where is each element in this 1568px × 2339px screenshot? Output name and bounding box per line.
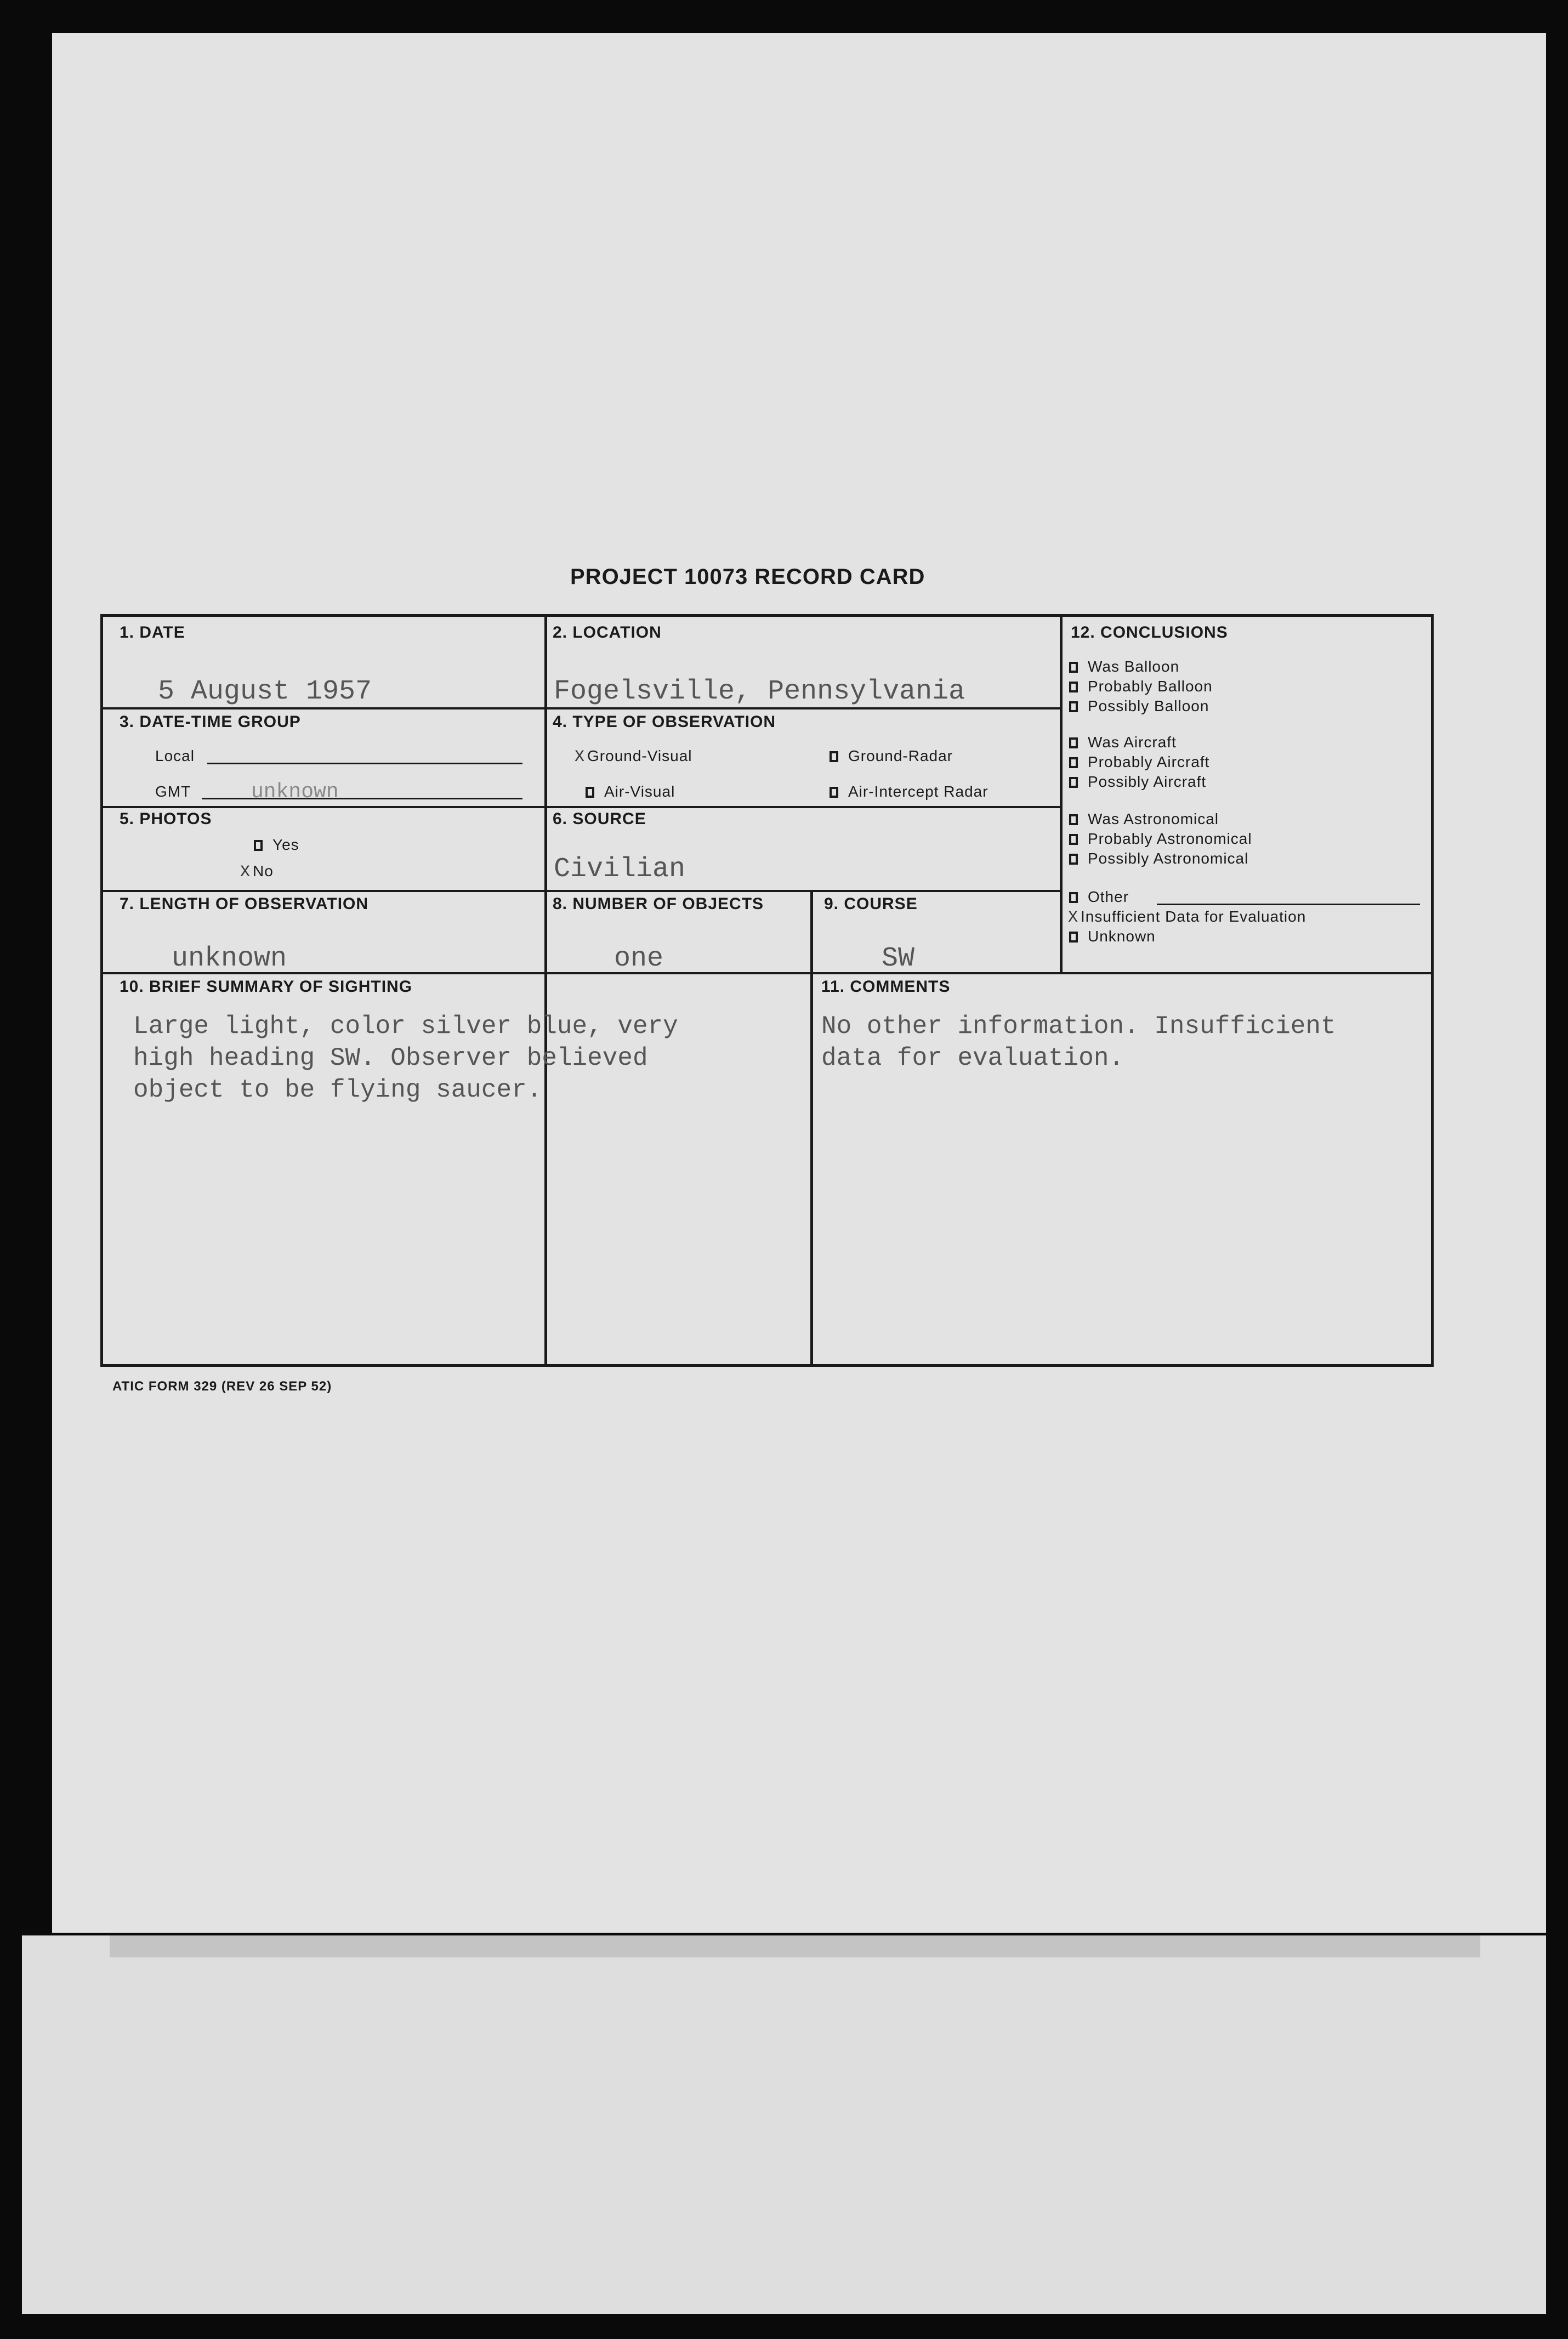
checkbox-icon bbox=[1069, 777, 1078, 788]
checkbox-icon bbox=[1069, 757, 1078, 768]
checkbox-icon bbox=[830, 787, 838, 798]
conclusion-probably-astronomical[interactable]: Probably Astronomical bbox=[1069, 830, 1252, 848]
conclusion-was-aircraft[interactable]: Was Aircraft bbox=[1069, 734, 1177, 751]
type-observation-label: 4. TYPE OF OBSERVATION bbox=[553, 713, 776, 731]
option-ground-visual[interactable]: X Ground-Visual bbox=[575, 747, 692, 767]
checkbox-icon bbox=[1069, 662, 1078, 673]
checked-mark-icon: X bbox=[1068, 909, 1079, 927]
row-line-3 bbox=[103, 890, 1060, 892]
card-title: PROJECT 10073 RECORD CARD bbox=[570, 565, 925, 589]
local-label: Local bbox=[155, 747, 195, 764]
row-line-1 bbox=[103, 707, 1060, 709]
option-ground-radar[interactable]: Ground-Radar bbox=[830, 747, 953, 765]
length-value: unknown bbox=[172, 943, 287, 974]
divider-col3 bbox=[1060, 617, 1063, 972]
conclusion-possibly-balloon[interactable]: Possibly Balloon bbox=[1069, 697, 1209, 715]
other-line bbox=[1157, 904, 1420, 905]
film-strip-band bbox=[110, 1935, 1480, 1957]
conclusion-was-balloon[interactable]: Was Balloon bbox=[1069, 658, 1179, 675]
date-label: 1. DATE bbox=[120, 623, 185, 641]
checkbox-icon bbox=[1069, 737, 1078, 748]
row-line-2 bbox=[103, 806, 1060, 808]
option-air-visual[interactable]: Air-Visual bbox=[586, 783, 675, 801]
comments-value: No other information. Insufficient data for evaluation. bbox=[821, 1012, 1336, 1072]
row-line-4 bbox=[103, 972, 1431, 974]
date-value: 5 August 1957 bbox=[158, 676, 372, 707]
location-label: 2. LOCATION bbox=[553, 623, 662, 641]
conclusion-possibly-aircraft[interactable]: Possibly Aircraft bbox=[1069, 773, 1206, 791]
option-air-intercept-radar[interactable]: Air-Intercept Radar bbox=[830, 783, 988, 801]
conclusion-other[interactable]: Other bbox=[1069, 888, 1129, 906]
checked-mark-icon: X bbox=[575, 748, 586, 767]
gmt-line bbox=[202, 798, 522, 799]
comments-label: 11. COMMENTS bbox=[821, 978, 951, 996]
local-line bbox=[207, 763, 522, 764]
source-value: Civilian bbox=[554, 854, 686, 885]
date-time-group-label: 3. DATE-TIME GROUP bbox=[120, 713, 301, 731]
checkbox-icon bbox=[254, 840, 263, 851]
photos-no[interactable]: X No bbox=[240, 862, 274, 882]
number-objects-value: one bbox=[614, 943, 664, 974]
length-label: 7. LENGTH OF OBSERVATION bbox=[120, 895, 369, 913]
course-label: 9. COURSE bbox=[824, 895, 918, 913]
course-value: SW bbox=[882, 943, 915, 974]
gmt-value: unknown bbox=[251, 780, 339, 804]
checkbox-icon bbox=[830, 751, 838, 762]
film-strip-margin bbox=[22, 1935, 1546, 2314]
photos-label: 5. PHOTOS bbox=[120, 810, 212, 828]
summary-value: Large light, color silver blue, very high heading SW. Observer believed object to be flying saucer. bbox=[133, 1012, 678, 1104]
conclusion-possibly-astronomical[interactable]: Possibly Astronomical bbox=[1069, 850, 1248, 867]
photos-yes[interactable]: Yes bbox=[254, 836, 299, 854]
source-label: 6. SOURCE bbox=[553, 810, 646, 828]
gmt-label: GMT bbox=[155, 783, 191, 800]
summary-label: 10. BRIEF SUMMARY OF SIGHTING bbox=[120, 978, 413, 996]
conclusion-insufficient-data[interactable]: X Insufficient Data for Evaluation bbox=[1068, 908, 1306, 927]
checkbox-icon bbox=[1069, 834, 1078, 845]
conclusion-unknown[interactable]: Unknown bbox=[1069, 928, 1156, 945]
checkbox-icon bbox=[1069, 932, 1078, 943]
divider-col1 bbox=[544, 617, 547, 1364]
checkbox-icon bbox=[1069, 892, 1078, 903]
conclusions-label: 12. CONCLUSIONS bbox=[1071, 623, 1228, 641]
divider-col2 bbox=[810, 891, 813, 1365]
conclusion-probably-balloon[interactable]: Probably Balloon bbox=[1069, 678, 1213, 695]
conclusion-was-astronomical[interactable]: Was Astronomical bbox=[1069, 810, 1219, 828]
checkbox-icon bbox=[586, 787, 594, 798]
conclusion-probably-aircraft[interactable]: Probably Aircraft bbox=[1069, 753, 1209, 771]
number-objects-label: 8. NUMBER OF OBJECTS bbox=[553, 895, 764, 913]
checkbox-icon bbox=[1069, 854, 1078, 865]
record-card bbox=[100, 614, 1434, 1367]
checked-mark-icon: X bbox=[240, 863, 251, 882]
location-value: Fogelsville, Pennsylvania bbox=[554, 676, 965, 707]
checkbox-icon bbox=[1069, 814, 1078, 825]
checkbox-icon bbox=[1069, 682, 1078, 692]
checkbox-icon bbox=[1069, 701, 1078, 712]
form-footer: ATIC FORM 329 (REV 26 SEP 52) bbox=[112, 1379, 332, 1394]
